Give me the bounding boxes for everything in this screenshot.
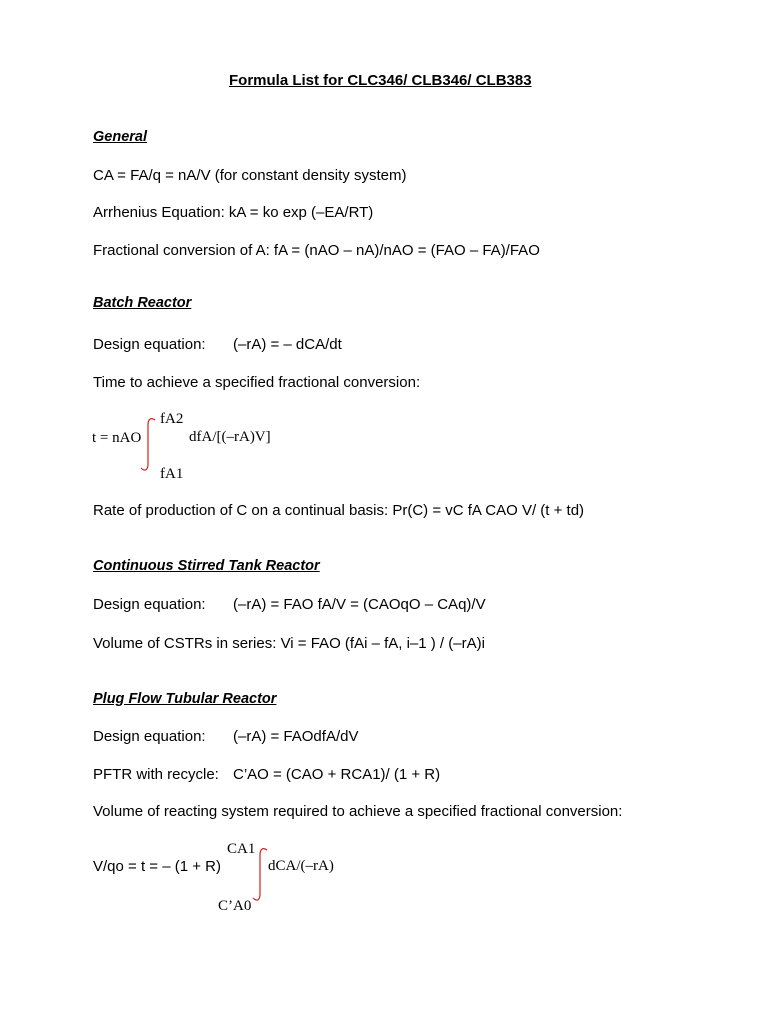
section-heading-general: General	[93, 129, 147, 145]
batch-integral-lhs: t = nAO	[92, 430, 142, 446]
production-rate-formula: Rate of production of C on a continual basis: Pr(C) = vC fA CAO V/ (t + td)	[93, 502, 585, 519]
pftr-recycle-equation: C’AO = (CAO + RCA1)/ (1 + R)	[233, 766, 441, 783]
section-heading-pftr: Plug Flow Tubular Reactor	[93, 691, 277, 707]
batch-design-label: Design equation:	[93, 336, 206, 353]
page-title: Formula List for CLC346/ CLB346/ CLB383	[229, 72, 532, 89]
pftr-recycle-label: PFTR with recycle:	[93, 766, 219, 783]
pftr-integral-lhs: V/qo = t = – (1 + R)	[93, 858, 221, 875]
pftr-design-equation: (–rA) = FAOdfA/dV	[233, 728, 359, 745]
integral-sign-icon	[140, 416, 160, 472]
batch-integrand: dfA/[(–rA)V]	[189, 429, 271, 445]
pftr-volume-label: Volume of reacting system required to achieve a specified fractional conversion:	[93, 803, 623, 820]
pftr-design-label: Design equation:	[93, 728, 206, 745]
cstr-design-equation: (–rA) = FAO fA/V = (CAOqO – CAq)/V	[233, 596, 486, 613]
section-heading-cstr: Continuous Stirred Tank Reactor	[93, 558, 320, 574]
cstr-design-label: Design equation:	[93, 596, 206, 613]
concentration-formula: CA = FA/q = nA/V (for constant density system)	[93, 167, 407, 184]
batch-integral-lower-limit: fA1	[160, 466, 184, 482]
pftr-integral-upper-limit: CA1	[227, 841, 256, 857]
cstr-series-formula: Volume of CSTRs in series: Vi = FAO (fAi – fA, i–1 ) / (–rA)i	[93, 635, 485, 652]
section-heading-batch: Batch Reactor	[93, 295, 192, 311]
pftr-integrand: dCA/(–rA)	[268, 858, 334, 874]
arrhenius-formula: Arrhenius Equation: kA = ko exp (–EA/RT)	[93, 204, 374, 221]
batch-time-label: Time to achieve a specified fractional conversion:	[93, 374, 421, 391]
fractional-conversion-formula: Fractional conversion of A: fA = (nAO – nA)/nAO = (FAO – FA)/FAO	[93, 242, 540, 259]
pftr-integral-lower-limit: C’A0	[218, 898, 252, 914]
batch-design-equation: (–rA) = – dCA/dt	[233, 336, 342, 353]
batch-integral-upper-limit: fA2	[160, 411, 184, 427]
